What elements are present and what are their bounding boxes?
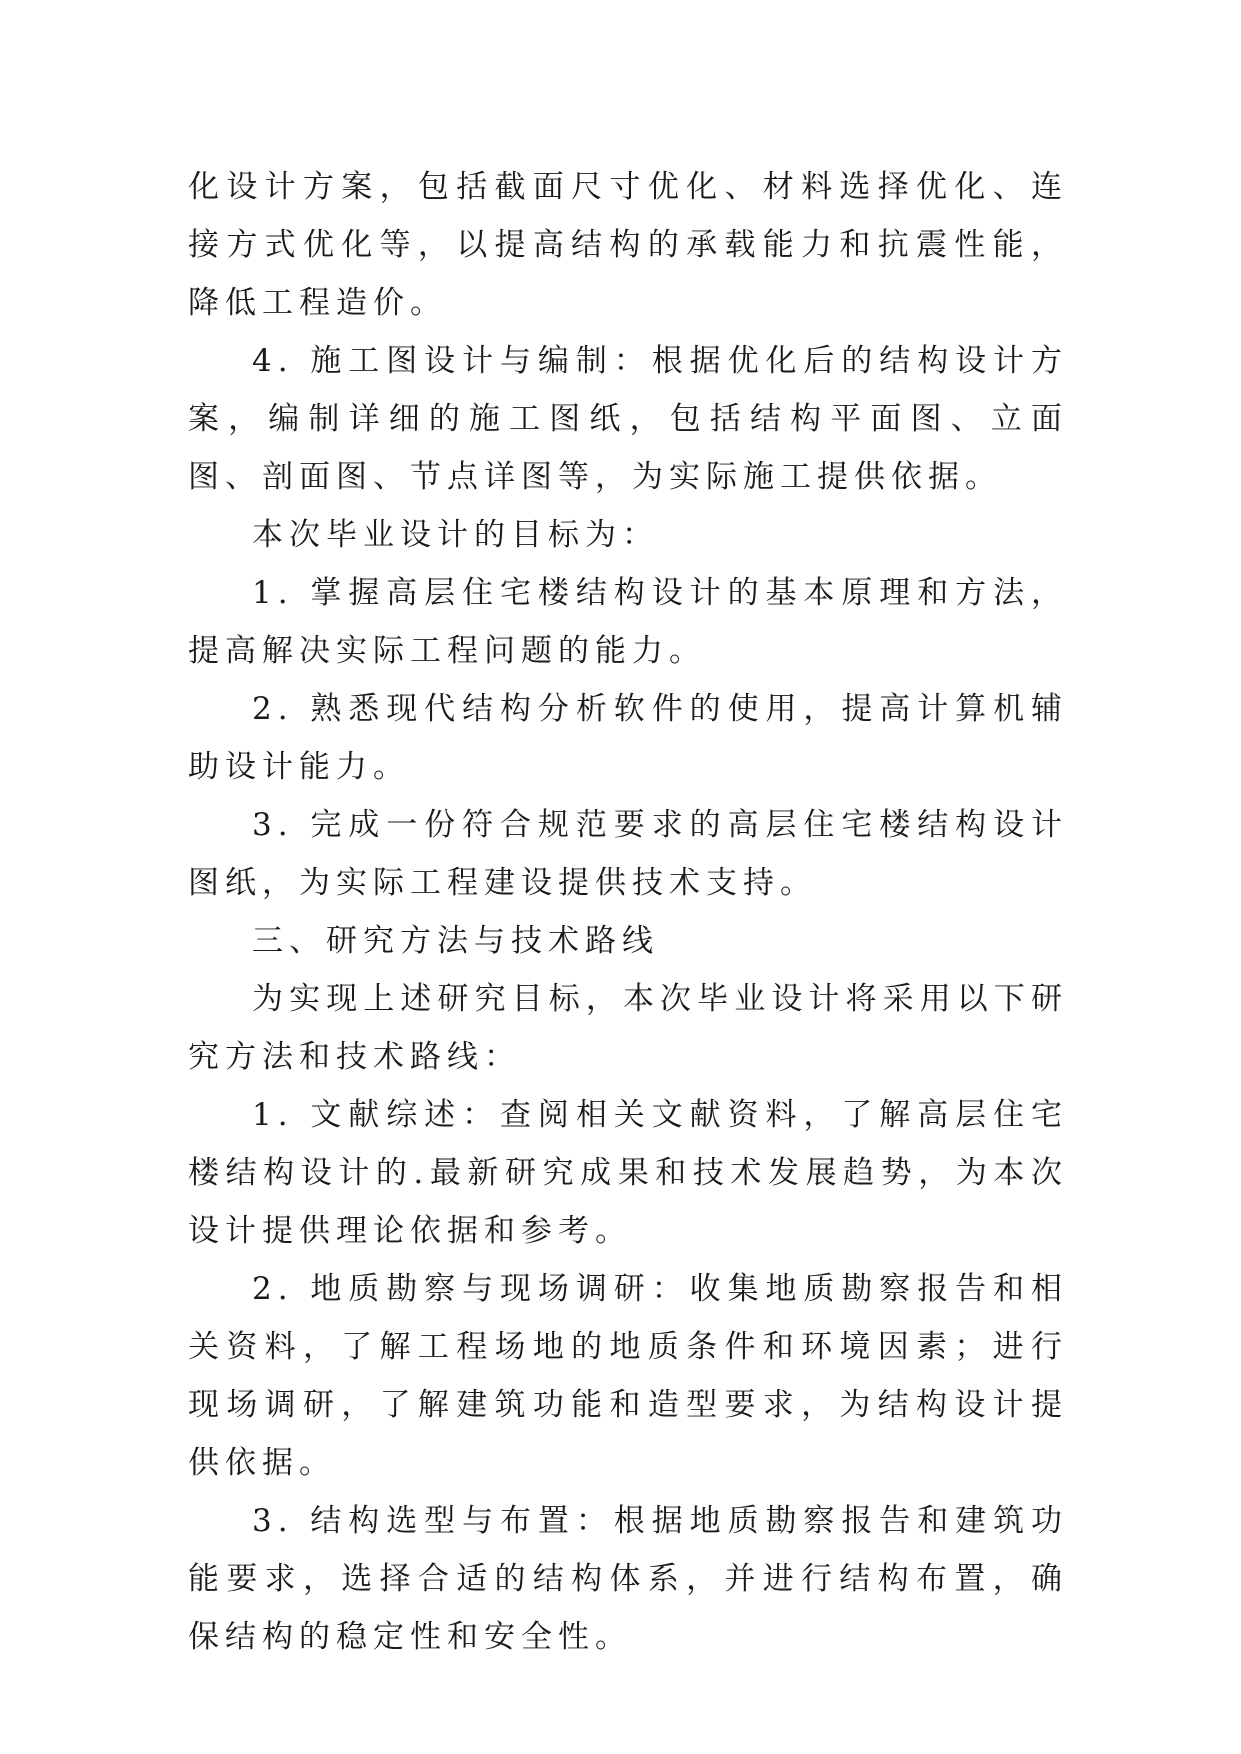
section-heading-methods: 三、研究方法与技术路线 [252, 923, 659, 959]
paragraph-methods-intro: 为实现上述研究目标，本次毕业设计将采用以下研究方法和技术路线： [188, 981, 1068, 1075]
paragraph-goal-2: 2. 熟悉现代结构分析软件的使用，提高计算机辅助设计能力。 [188, 691, 1068, 785]
document-body [188, 158, 1068, 1666]
paragraph-goals-intro: 本次毕业设计的目标为： [252, 517, 659, 553]
paragraph-method-1-literature: 1. 文献综述：查阅相关文献资料，了解高层住宅楼结构设计的.最新研究成果和技术发展趋势，为本次设计提供理论依据和参考。 [188, 1097, 1068, 1249]
paragraph-method-3-structure: 3. 结构选型与布置：根据地质勘察报告和建筑功能要求，选择合适的结构体系，并进行结构布置，确保结构的稳定性和安全性。 [188, 1503, 1068, 1655]
paragraph-goal-3: 3. 完成一份符合规范要求的高层住宅楼结构设计图纸，为实际工程建设提供技术支持。 [188, 807, 1068, 901]
paragraph-goal-1: 1. 掌握高层住宅楼结构设计的基本原理和方法，提高解决实际工程问题的能力。 [188, 575, 1068, 669]
paragraph-item-4-construction-drawings: 4. 施工图设计与编制：根据优化后的结构设计方案，编制详细的施工图纸，包括结构平面图、立面图、剖面图、节点详图等，为实际施工提供依据。 [188, 343, 1068, 495]
paragraph-method-2-survey: 2. 地质勘察与现场调研：收集地质勘察报告和相关资料，了解工程场地的地质条件和环境因素；进行现场调研，了解建筑功能和造型要求，为结构设计提供依据。 [188, 1271, 1068, 1481]
paragraph-continuation: 化设计方案，包括截面尺寸优化、材料选择优化、连接方式优化等，以提高结构的承载能力和抗震性能，降低工程造价。 [188, 169, 1068, 321]
